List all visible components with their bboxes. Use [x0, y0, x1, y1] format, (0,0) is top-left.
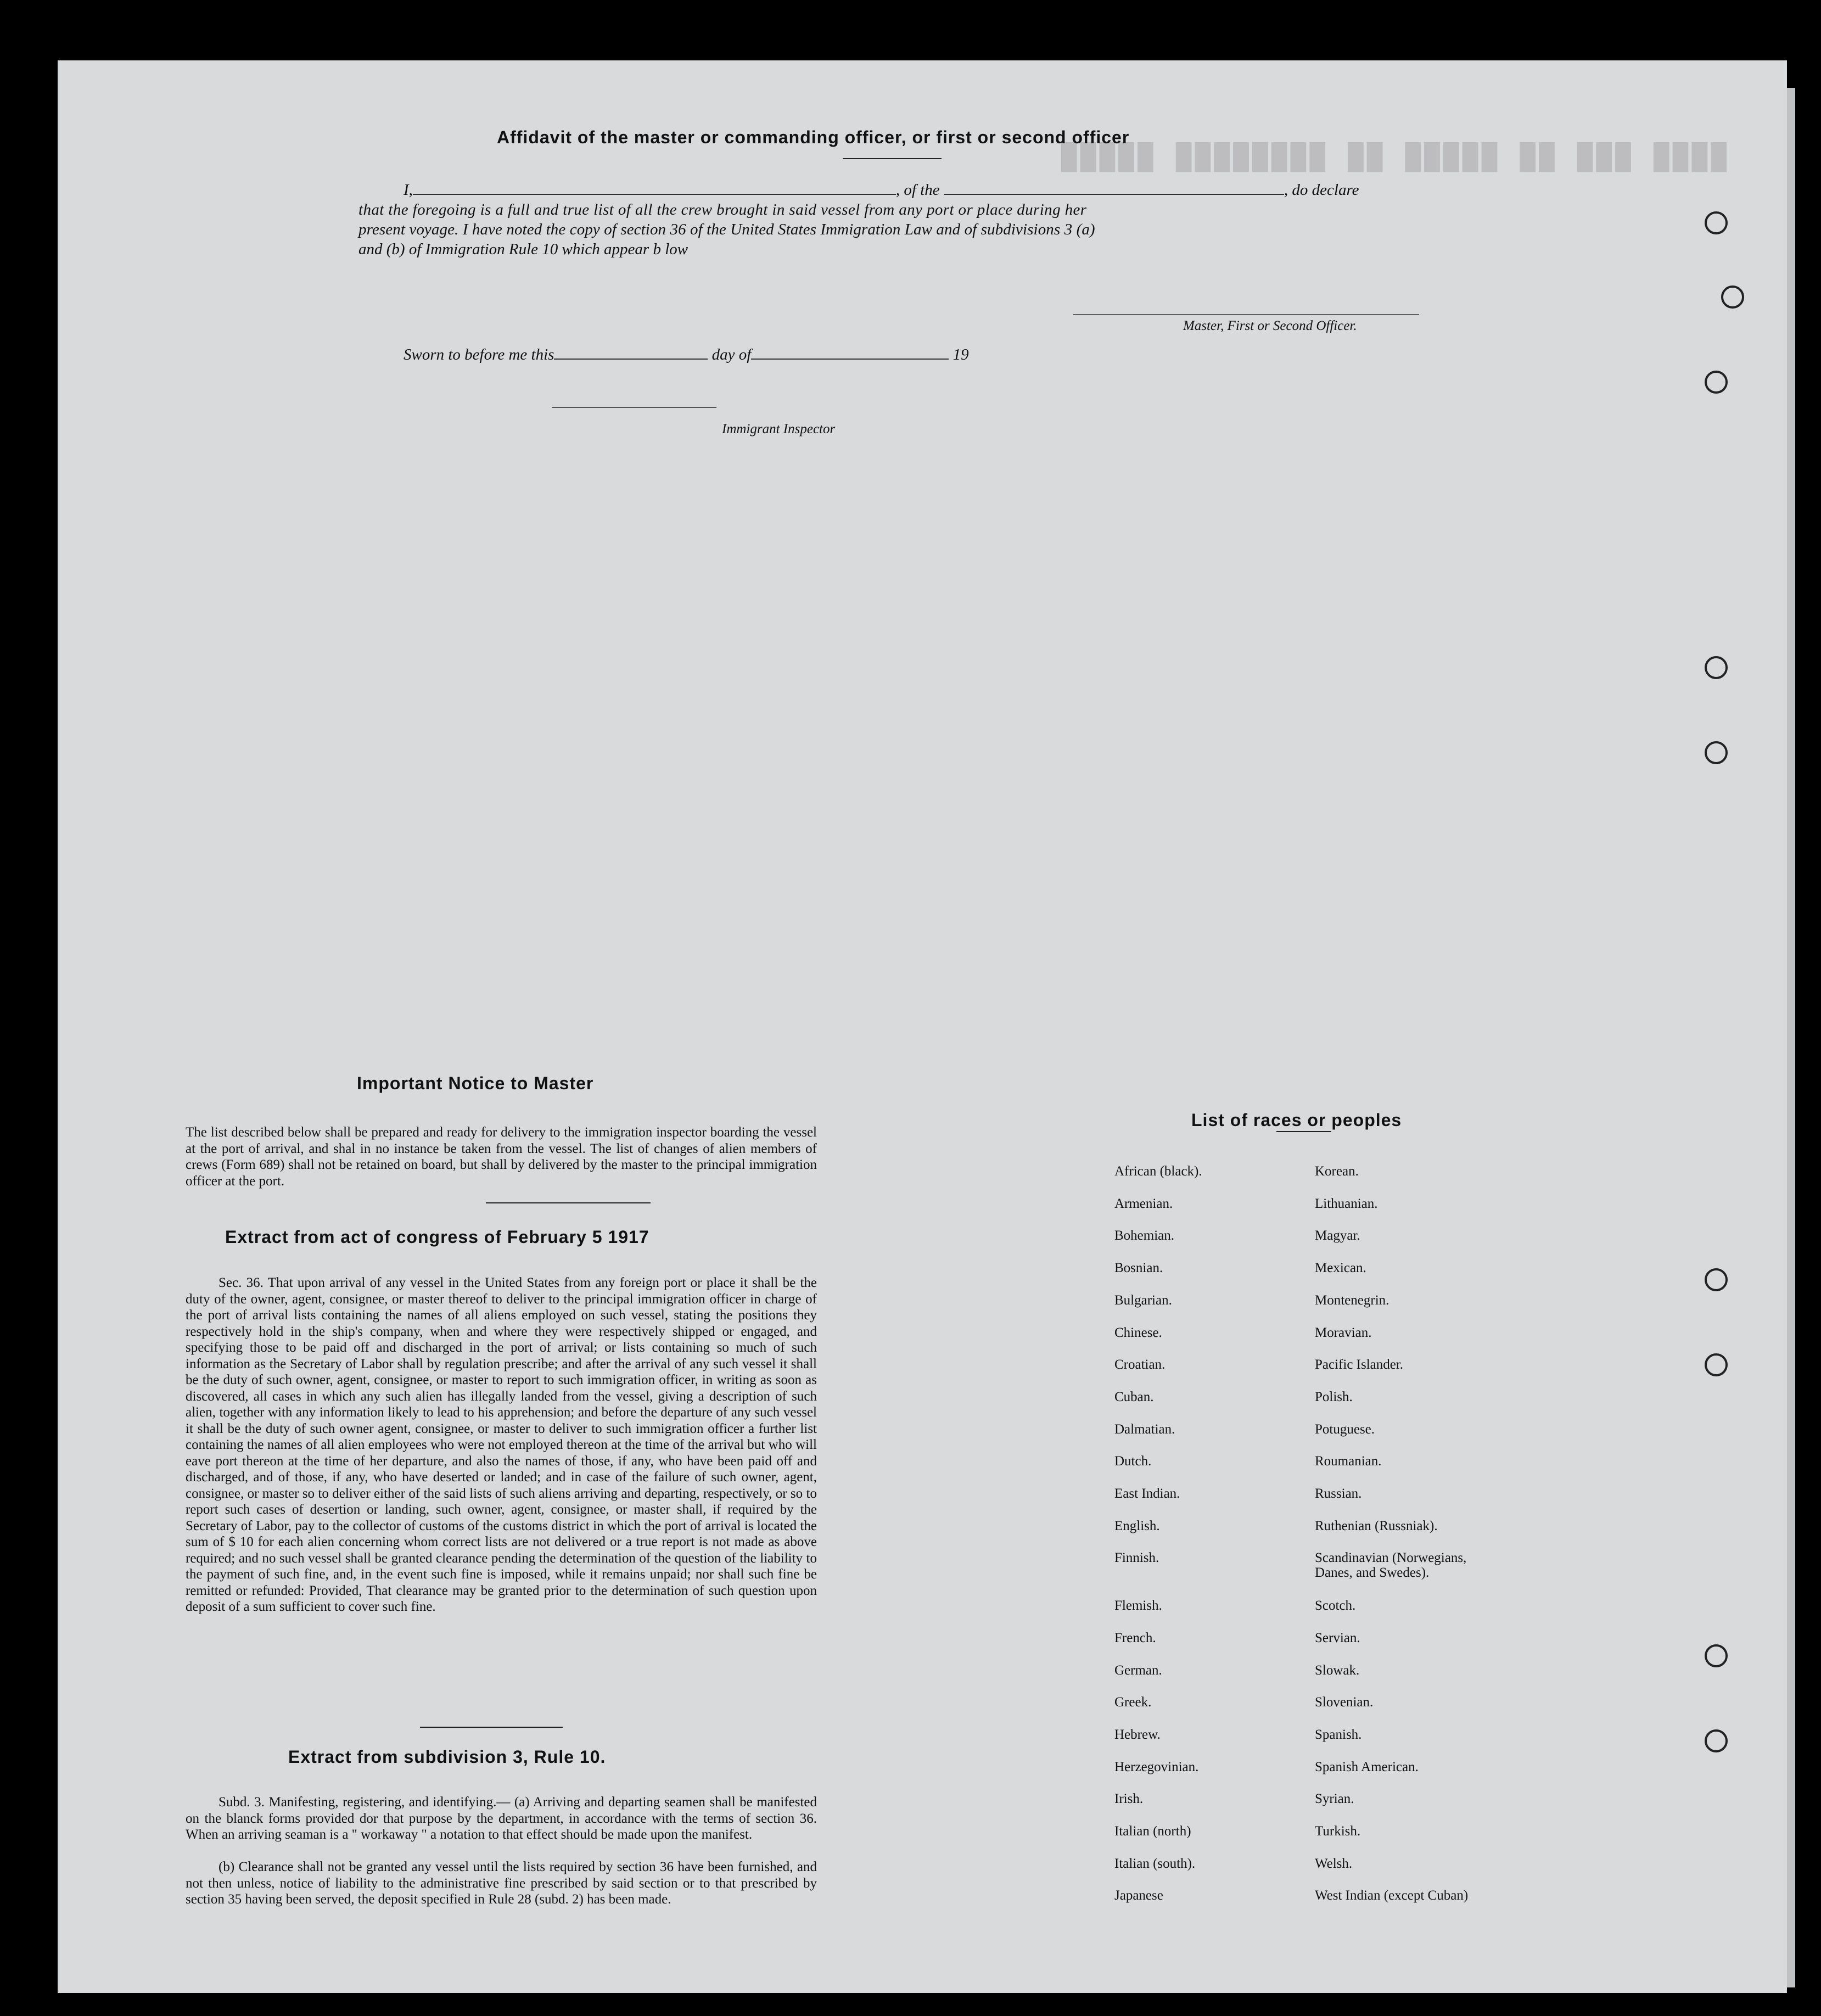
race-item: Dalmatian.: [1114, 1421, 1175, 1437]
race-item: Korean.: [1315, 1164, 1359, 1179]
affidavit-title-rule: [843, 158, 942, 159]
race-item: Turkish.: [1315, 1824, 1361, 1839]
affidavit-of-the: , of the: [895, 181, 940, 199]
race-item: Bohemian.: [1114, 1228, 1175, 1244]
affidavit-line-3: present voyage. I have noted the copy of section 36 of the United States Immigration Law and of subdivisions 3 (a): [358, 221, 1095, 238]
race-item: Spanish American.: [1315, 1759, 1419, 1774]
vessel-blank[interactable]: [944, 193, 1284, 195]
race-item: Finnish.: [1114, 1550, 1159, 1566]
race-item: Scandinavian (Norwegians, Danes, and Swedes).: [1315, 1550, 1467, 1581]
master-signature-line: [1073, 314, 1419, 315]
extract-act-text: Sec. 36. That upon arrival of any vessel in the United States from any foreign port or place it shall be the duty of the owner, agent, consignee, or master thereof to deliver to the principal immigration officer in charge of the port of arrival lists containing the names of all aliens employed on such vessel, stating the positions they respectively hold in the ship's company, when and where they were respectively shipped or engaged, and specifying those to be paid off and discharged in the port of arrival; or lists containing so much of such information as the Secretary of Labor shall by regulation prescribe; and after the arrival of any such vessel it shall be the duty of such owner, agent, consignee, or master to report to such immigration officer, in writing as soon as discovered, all cases in which any such alien has illegally landed from the vessel, giving a description of such alien, together with any information likely to lead to his apprehension; and before the departure of any such vessel it shall be the duty of such owner agent, consignee, or master to deliver to such immigration officer a further list containing the names of all alien employees who were not employed thereon at the time of the arrival but who will eave port thereon at the time of her departure, and also the names of those, if any, who have been paid off and discharged, and of those, if any, who have deserted or landed; and in case of the failure of such owner, agent, consignee, or master so to deliver either of the said lists of such aliens arriving and departing, respectively, or so to report such cases of desertion or landing, such owner, agent, consignee, or master shall, if required by the Secretary of Labor, pay to the collector of customs of the customs district in which the port of arrival is located the sum of $ 10 for each alien concerning whom correct lists are not delivered or a true report is not made as above required; and no such vessel shall be granted clearance pending the determination of the question of the liability to the payment of such fine, and, in the event such fine is imposed, while it remains unpaid; nor shall such fine be remitted or refunded: Provided, That clearance may be granted prior to the determination of such question upon deposit of a sum sufficient to cover such fine.: [186, 1275, 817, 1614]
race-item: Roumanian.: [1315, 1454, 1382, 1469]
race-item: Ruthenian (Russniak).: [1315, 1518, 1438, 1533]
race-item: Polish.: [1315, 1389, 1353, 1404]
affidavit-title: Affidavit of the master or commanding officer, or first or second officer: [497, 127, 1130, 147]
race-item: Cuban.: [1114, 1389, 1154, 1404]
race-item: Bulgarian.: [1114, 1292, 1172, 1308]
affidavit-line-2: that the foregoing is a full and true list of all the crew brought in said vessel from any port or place during her: [358, 201, 1087, 219]
inspector-signature-line: [552, 407, 716, 408]
race-item: Greek.: [1114, 1695, 1152, 1710]
race-item: Montenegrin.: [1315, 1292, 1389, 1308]
punch-hole: [1705, 1268, 1728, 1291]
race-item: Bosnian.: [1114, 1261, 1163, 1276]
race-item: Potuguese.: [1315, 1421, 1375, 1437]
race-item: Russian.: [1315, 1486, 1362, 1501]
extract-act-title: Extract from act of congress of February 5 1917: [225, 1227, 649, 1247]
race-item: German.: [1114, 1662, 1162, 1678]
race-item: West Indian (except Cuban): [1315, 1888, 1469, 1903]
punch-hole: [1705, 1353, 1728, 1376]
race-item: Syrian.: [1315, 1791, 1354, 1807]
race-item: Japanese: [1114, 1888, 1163, 1903]
name-blank[interactable]: [413, 193, 896, 195]
race-item: Scotch.: [1315, 1598, 1356, 1614]
races-title: List of races or peoples: [1191, 1110, 1402, 1130]
race-item: Welsh.: [1315, 1856, 1353, 1871]
race-item: Dutch.: [1114, 1454, 1152, 1469]
year-prefix: 19: [952, 346, 969, 363]
notice-text: The list described below shall be prepared and ready for delivery to the immigration inspector boarding the vessel at the port of arrival, and shal in no instance be taken from the vessel. The list of changes of alien members of crews (Form 689) shall not be retained on board, but shall by delivered by the master to the principal immigration officer at the port.: [186, 1125, 817, 1189]
race-item: Slowak.: [1315, 1662, 1360, 1678]
race-item: Slovenian.: [1315, 1695, 1374, 1710]
race-item: Servian.: [1315, 1630, 1360, 1645]
punch-hole: [1721, 285, 1744, 309]
race-item: Spanish.: [1315, 1727, 1362, 1742]
extract-rule-para-b: (b) Clearance shall not be granted any vessel until the lists required by section 36 have been furnished, and not then unless, notice of liability to the administrative fine prescribed by said section or to that prescribed by section 35 having been served, the deposit specified in Rule 28 (subd. 2) has been made.: [186, 1860, 817, 1907]
punch-hole: [1705, 211, 1728, 234]
affidavit-declare: , do declare: [1284, 181, 1359, 199]
affidavit-i: I,: [404, 181, 413, 199]
race-item: African (black).: [1114, 1164, 1202, 1179]
sworn-text: Sworn to before me this: [404, 346, 554, 363]
race-item: Italian (south).: [1114, 1856, 1196, 1871]
sworn-day-blank[interactable]: [554, 358, 708, 360]
extract-rule-para-a: Subd. 3. Manifesting, registering, and identifying.— (a) Arriving and departing seamen shall be manifested on the blanck forms provided dor that purpose by the department, in accordance with the terms of section 36. When an arriving seaman is a " workaway " a notation to that effect should be made upon the manifest.: [186, 1795, 817, 1842]
notice-rule: [486, 1202, 651, 1203]
manifest-page: [58, 60, 1787, 1993]
sworn-month-blank[interactable]: [751, 358, 949, 360]
punch-hole: [1705, 741, 1728, 764]
master-caption: Master, First or Second Officer.: [1183, 318, 1357, 333]
punch-hole: [1705, 1729, 1728, 1752]
race-item: Irish.: [1114, 1791, 1144, 1807]
inspector-caption: Immigrant Inspector: [722, 422, 836, 436]
day-of-text: day of: [711, 346, 752, 363]
punch-hole: [1705, 1644, 1728, 1667]
race-item: East Indian.: [1114, 1486, 1180, 1501]
races-title-underline: [1276, 1131, 1331, 1132]
race-item: Chinese.: [1114, 1325, 1162, 1340]
race-item: Moravian.: [1315, 1325, 1372, 1340]
bleed-through-text: ████ ███ ██ █████ ██ ████████ █████: [1057, 143, 1727, 172]
extract-rule-title: Extract from subdivision 3, Rule 10.: [288, 1747, 606, 1767]
race-item: French.: [1114, 1630, 1156, 1645]
sworn-line: [404, 346, 969, 364]
race-item: Flemish.: [1114, 1598, 1162, 1614]
race-item: English.: [1114, 1518, 1160, 1533]
extract-act-rule: [420, 1727, 563, 1728]
affidavit-line-1: [404, 181, 1359, 199]
race-item: Magyar.: [1315, 1228, 1360, 1244]
race-item: Herzegovinian.: [1114, 1759, 1199, 1774]
race-item: Mexican.: [1315, 1261, 1366, 1276]
race-item: Italian (north): [1114, 1824, 1191, 1839]
punch-hole: [1705, 371, 1728, 394]
race-item: Hebrew.: [1114, 1727, 1161, 1742]
race-item: Pacific Islander.: [1315, 1357, 1404, 1373]
notice-title: Important Notice to Master: [357, 1073, 594, 1093]
affidavit-line-4: and (b) of Immigration Rule 10 which appear b low: [358, 240, 688, 258]
punch-hole: [1705, 656, 1728, 679]
race-item: Croatian.: [1114, 1357, 1166, 1373]
race-item: Lithuanian.: [1315, 1196, 1378, 1211]
race-item: Armenian.: [1114, 1196, 1173, 1211]
